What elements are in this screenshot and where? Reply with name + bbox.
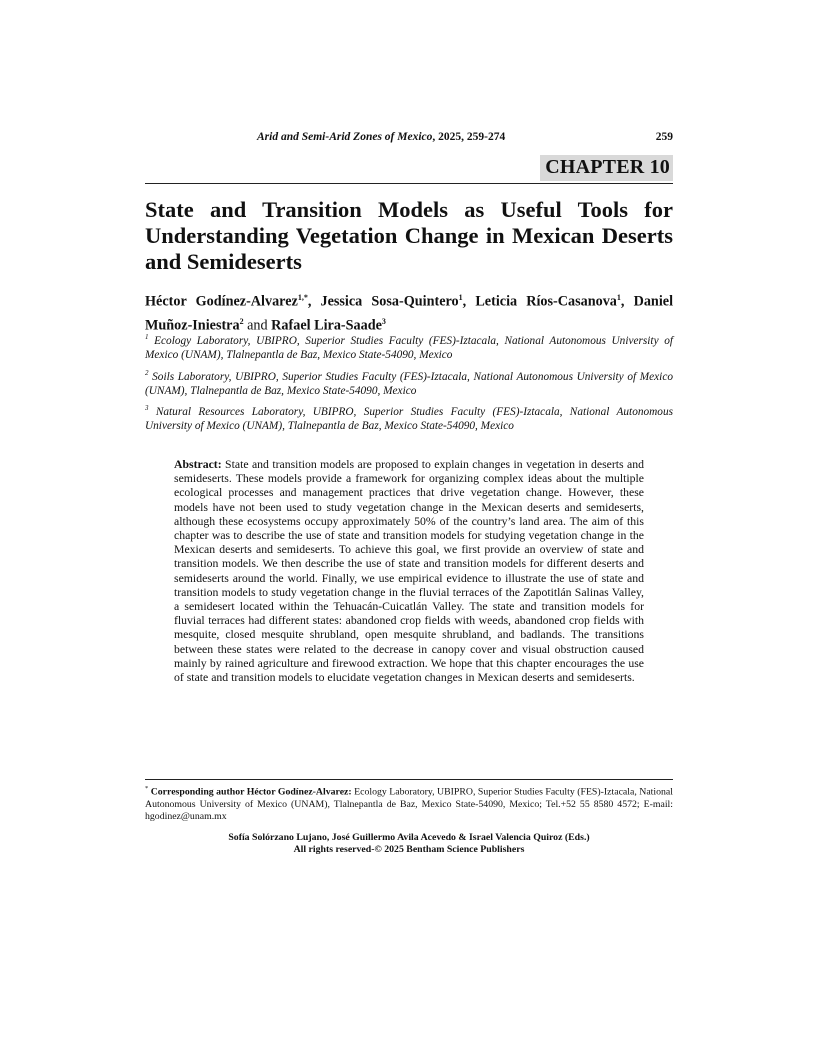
affiliation-text: Ecology Laboratory, UBIPRO, Superior Studies Faculty (FES)-Iztacala, National Autonomous University of Mexico (UNAM), Tlalnepantla de Baz, Mexico State-54090, Mexico	[145, 334, 673, 362]
author-separator: ,	[462, 293, 476, 310]
author-list	[145, 288, 673, 335]
affiliation	[145, 366, 673, 399]
footnote-mark: *	[145, 785, 149, 792]
chapter-label: CHAPTER 10	[540, 155, 673, 181]
author-name: Leticia Ríos-Casanova	[475, 293, 617, 310]
affiliation	[145, 401, 673, 434]
running-head	[145, 131, 673, 147]
abstract	[174, 458, 644, 685]
chapter-title: State and Transition Models as Useful Tools for Understanding Vegetation Change in Mexican Deserts and Semideserts	[145, 197, 673, 274]
affiliation-mark: 3	[145, 404, 149, 413]
affiliation-text: Natural Resources Laboratory, UBIPRO, Superior Studies Faculty (FES)-Iztacala, National Autonomous University of Mexico (UNAM), Tlalnepantla de Baz, Mexico State-54090, Mexico	[145, 405, 673, 433]
publisher-block	[145, 832, 673, 857]
page-number: 259	[655, 131, 673, 143]
journal-citation	[257, 131, 505, 143]
author-affiliation-mark: 3	[381, 316, 386, 326]
journal-name: Arid and Semi-Arid Zones of Mexico	[257, 131, 433, 143]
author-separator: ,	[307, 293, 321, 310]
footnote-label: Corresponding author Héctor Godínez-Alvarez:	[148, 786, 352, 798]
affiliations	[145, 330, 673, 437]
chapter-header	[145, 155, 673, 184]
author-affiliation-mark: 1	[616, 293, 621, 302]
author-affiliation-mark: 1	[458, 293, 463, 302]
abstract-text: State and transition models are proposed to explain changes in vegetation in deserts and semideserts. These models provide a framework for organizing complex ideas about the multiple ecological processes and management practices that drive vegetation change. However, these models have not been used to study vegetation change in the Mexican deserts and semideserts, although these ecosystems occupy approximately 50% of the country’s land area. The aim of this chapter was to describe the use of state and transition models for studying vegetation change in the Mexican deserts and semideserts. To achieve this goal, we first provide an overview of state and transition models. We then describe the use of state and transition models for different deserts and semideserts around the world. Finally, we use empirical evidence to illustrate the use of state and transition models to study vegetation change in the fluvial terraces of the Zapotitlán Salinas Valley, a semidesert located within the Tehuacán-Cuicatlán Valley. The state and transition models for fluvial terraces had different states: abandoned crop fields with weeds, abandoned crop fields with mesquite, closed mesquite shrubland, open mesquite shrubland, and badlands. The transitions between these states were related to the decrease in canopy cover and visual obstruction caused mainly by rained agriculture and firewood extraction. We hope that this chapter encourages the use of state and transition models to elucidate vegetation changes in Mexican deserts and semideserts.	[174, 458, 644, 685]
abstract-label: Abstract:	[174, 458, 222, 471]
footnote-divider	[145, 779, 673, 780]
author-affiliation-mark: 2	[239, 316, 244, 326]
author-name: Jessica Sosa-Quintero	[320, 293, 459, 310]
author-name: Héctor Godínez-Alvarez	[145, 293, 298, 310]
corresponding-author-footnote	[145, 783, 673, 823]
rights-line: All rights reserved-© 2025 Bentham Science Publishers	[293, 844, 525, 856]
author-separator: ,	[620, 293, 634, 310]
affiliation-mark: 1	[145, 333, 149, 341]
footnote-text: Ecology Laboratory, UBIPRO, Superior Studies Faculty (FES)-Iztacala, National Autonomous University of Mexico (UNAM), Tlalnepantla de Baz, Mexico State-54090, Mexico; Tel.+52 55 8580 4572; E-mail: hgodinez@unam.mx	[145, 786, 673, 822]
author-name: Rafael Lira-Saade	[271, 317, 382, 334]
affiliation-text: Soils Laboratory, UBIPRO, Superior Studies Faculty (FES)-Iztacala, National Autonomous University of Mexico (UNAM), Tlalnepantla de Baz, Mexico State-54090, Mexico	[145, 370, 673, 397]
author-name: Daniel Muñoz-Iniestra	[145, 293, 674, 334]
editors-line: Sofía Solórzano Lujano, José Guillermo Avila Acevedo & Israel Valencia Quiroz (Eds.)	[228, 832, 590, 843]
affiliation-mark: 2	[145, 368, 149, 377]
author-and: and	[243, 317, 272, 334]
affiliation	[145, 330, 673, 363]
journal-details: , 2025, 259-274	[432, 131, 506, 143]
author-affiliation-mark: 1,*	[297, 293, 308, 302]
